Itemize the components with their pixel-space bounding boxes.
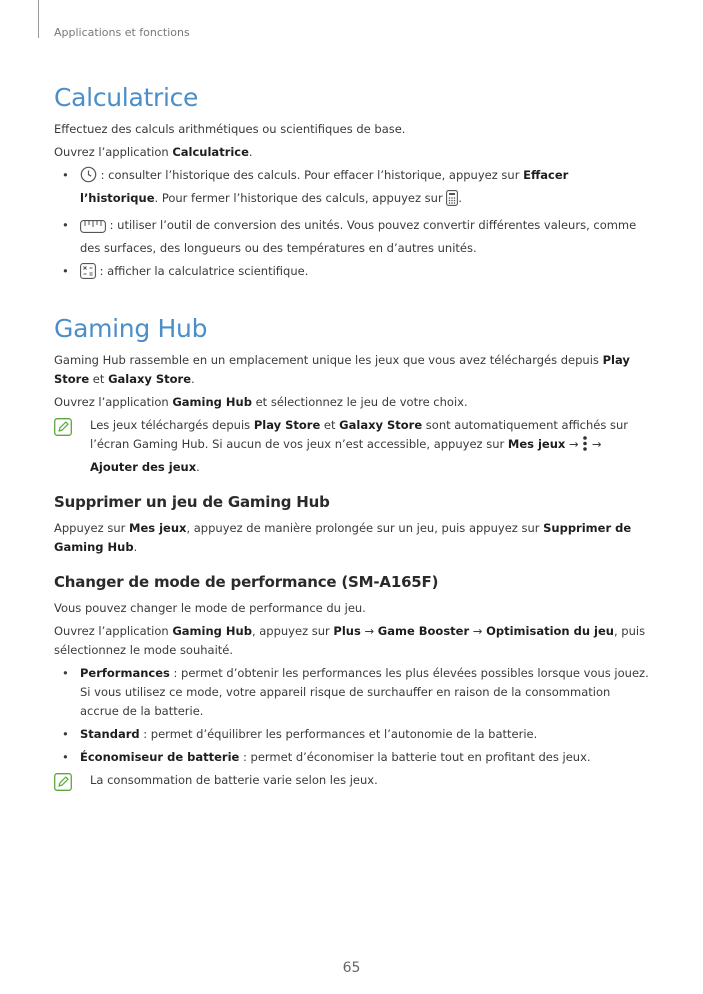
list-item: • : consulter l’historique des calculs. Pour effacer l’historique, appuyez sur Effacer l’historique. Pour fermer l’historique des calculs, appuyez sur . (54, 166, 650, 212)
gaming-hub-intro: Gaming Hub rassemble en un emplacement unique les jeux que vous avez téléchargés depuis Play Store et Galaxy Store. (54, 353, 630, 386)
scientific-calculator-icon (80, 263, 96, 285)
section-header: Applications et fonctions (54, 26, 190, 39)
performance-intro: Vous pouvez changer le mode de performance du jeu. (54, 601, 366, 615)
calculatrice-title: Calculatrice (54, 83, 199, 112)
note-pencil-icon (54, 773, 72, 797)
ruler-icon (80, 220, 106, 239)
clock-history-icon (80, 166, 97, 189)
note-pencil-icon (54, 418, 72, 442)
list-item: • : afficher la calculatrice scientifique. (54, 262, 650, 285)
list-item: • Standard : permet d’équilibrer les performances et l’autonomie de la batterie. (62, 727, 538, 741)
list-item: • : utiliser l’outil de conversion des unités. Vous pouvez convertir différentes valeurs, comme des surfaces, des longueurs ou des températures en d’autres unités. (62, 218, 637, 255)
gaming-hub-open: Ouvrez l’application Gaming Hub et sélectionnez le jeu de votre choix. (54, 395, 468, 409)
page-number: 65 (342, 960, 361, 976)
performance-modes-list (54, 664, 650, 767)
performance-note: La consommation de batterie varie selon les jeux. (54, 771, 650, 790)
performance-open: Ouvrez l’application Gaming Hub, appuyez sur Plus → Game Booster → Optimisation du jeu, puis sélectionnez le mode souhaité. (54, 624, 646, 657)
calculatrice-intro: Effectuez des calculs arithmétiques ou scientifiques de base. (54, 122, 406, 136)
list-item: • Performances : permet d’obtenir les performances les plus élevées possibles lorsque vous jouez. Si vous utilisez ce mode, votre appareil risque de surchauffer en raison de la consommation accrue de la batterie. (62, 666, 649, 718)
calculator-keypad-icon (446, 190, 458, 212)
gaming-hub-title: Gaming Hub (54, 314, 208, 343)
performance-mode-heading: Changer de mode de performance (SM-A165F) (54, 573, 439, 591)
calculatrice-open: Ouvrez l’application Calculatrice. (54, 145, 253, 159)
page-content (54, 82, 650, 794)
list-item: • Économiseur de batterie : permet d’économiser la batterie tout en profitant des jeux. (62, 750, 591, 764)
gaming-hub-note: Les jeux téléchargés depuis Play Store et Galaxy Store sont automatiquement affichés sur l’écran Gaming Hub. Si aucun de vos jeux n’est accessible, appuyez sur Mes jeux → → Ajouter des jeux. (54, 416, 650, 477)
remove-game-heading: Supprimer un jeu de Gaming Hub (54, 493, 330, 511)
calculatrice-list (54, 166, 650, 285)
header-rule (38, 0, 39, 38)
remove-game-text: Appuyez sur Mes jeux, appuyez de manière prolongée sur un jeu, puis appuyez sur Supprimer de Gaming Hub. (54, 521, 632, 554)
